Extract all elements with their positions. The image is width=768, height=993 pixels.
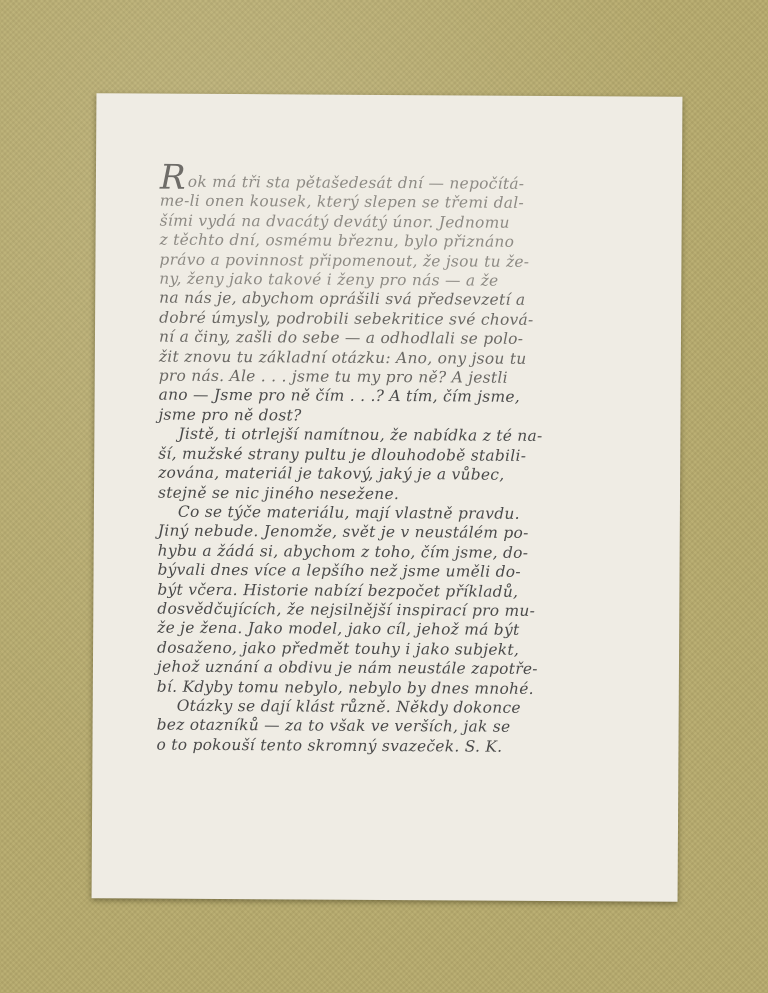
text-line: být včera. Historie nabízí bezpočet příkladů,: [157, 580, 519, 601]
text-line: Co se týče materiálu, mají vlastně pravdu.: [177, 502, 520, 523]
text-line: Otázky se dají klást různě. Někdy dokonce: [176, 696, 521, 717]
text-line: dosvědčujících, že nejsilnější inspirací pro mu-: [157, 599, 536, 620]
drop-cap: R: [159, 157, 186, 198]
text-line: zována, materiál je takový, jaký je a vůbec,: [158, 463, 505, 484]
text-line: ší, mužské strany pultu je dlouhodobě stabili-: [158, 444, 527, 465]
text-line: šími vydá na dvacátý devátý únor. Jednomu: [159, 211, 510, 232]
book-foreword-text: [156, 157, 618, 758]
text-line: o to pokouší tento skromný svazeček. S. K.: [156, 735, 503, 756]
text-line: Jistě, ti otrlejší namítnou, že nabídka z té na-: [178, 425, 543, 446]
text-line: na nás je, abychom oprášili svá předsevzetí a: [159, 289, 526, 310]
text-line: ny, ženy jako takové i ženy pro nás — a že: [159, 269, 499, 290]
text-line: Rok má tři sta pětašedesát dní — nepočítá-: [159, 157, 525, 198]
text-line: pro nás. Ale . . . jsme tu my pro ně? A jestli: [158, 366, 508, 387]
text-line: me-li onen kousek, který slepen se třemi dal-: [159, 192, 525, 213]
text-line: bí. Kdyby tomu nebylo, nebylo by dnes mnohé.: [156, 677, 534, 698]
text-line: dobré úmysly, podrobili sebekritice své chová-: [159, 308, 534, 329]
paper-card: [92, 93, 683, 902]
text-line: že je žena. Jako model, jako cíl, jehož má být: [157, 618, 520, 640]
text-line: žit znovu tu základní otázku: Ano, ony jsou tu: [158, 347, 527, 368]
text-line: jehož uznání a obdivu je nám neustále zapotře-: [156, 657, 538, 679]
text-line: ní a činy, zašli do sebe — a odhodlali se polo-: [158, 327, 524, 349]
text-line: právo a povinnost připomenout, že jsou tu že-: [159, 250, 530, 271]
text-line: hybu a žádá si, abychom z toho, čím jsme, do-: [157, 541, 529, 562]
text-line: Jiný nebude. Jenomže, svět je v neustálém po-: [157, 521, 529, 543]
text-line: bývali dnes více a lepšího než jsme uměli do-: [157, 560, 521, 581]
text-line: stejně se nic jiného nesežene.: [157, 483, 400, 503]
text-line: z těchto dní, osmému březnu, bylo přiznáno: [159, 230, 515, 251]
text-line: ano — Jsme pro ně čím . . .? A tím, čím jsme,: [158, 386, 521, 407]
text-line: bez otazníků — za to však ve verších, jak se: [156, 715, 511, 737]
text-line: jsme pro ně dost?: [158, 405, 302, 425]
text-line: dosaženo, jako předmět touhy i jako subjekt,: [157, 638, 520, 659]
